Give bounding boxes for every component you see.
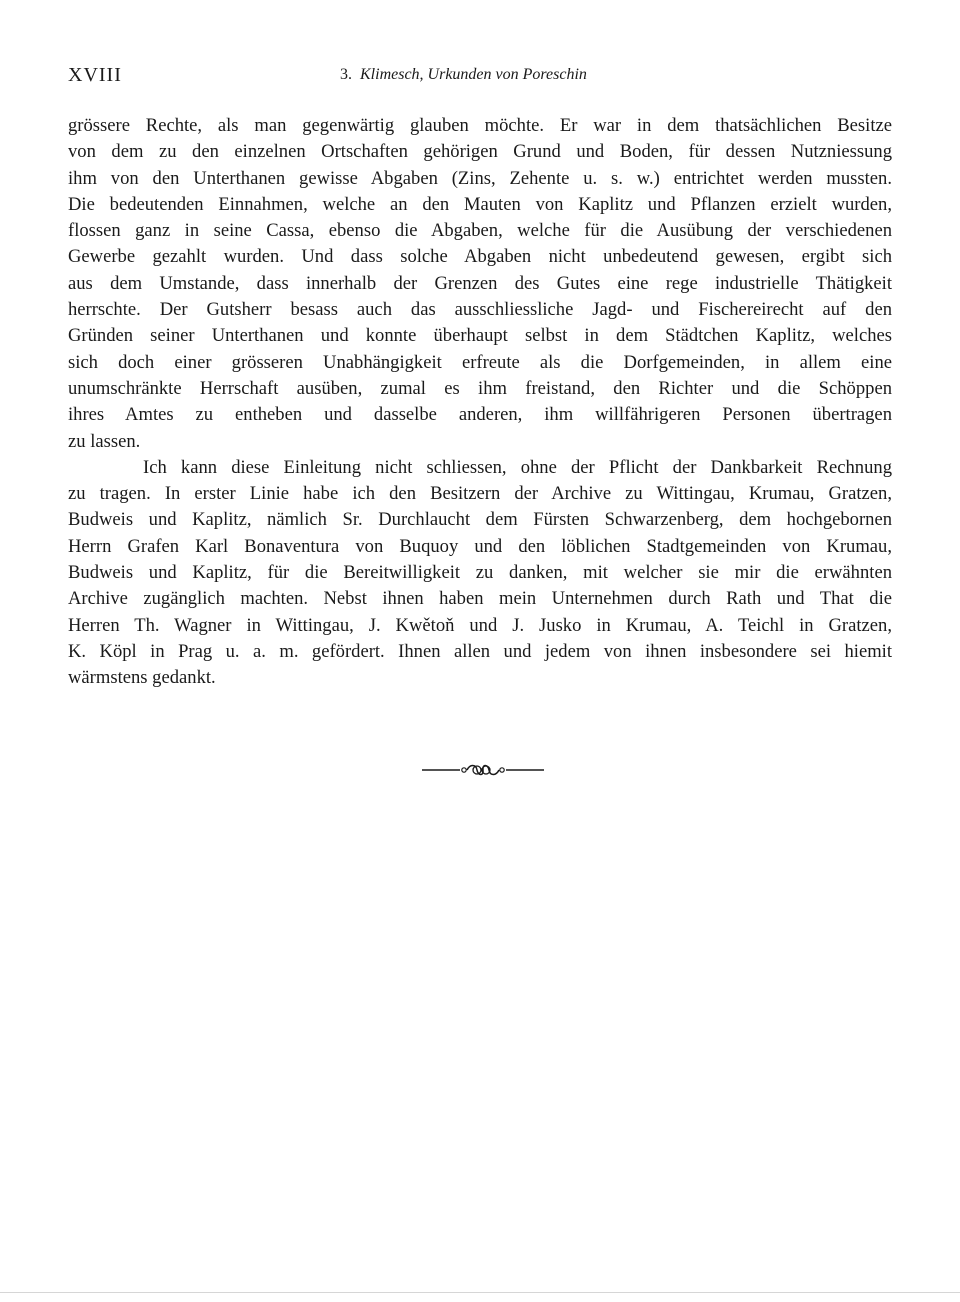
page-header <box>68 64 892 92</box>
running-head-title: Klimesch, Urkunden von Poreschin <box>360 66 587 83</box>
text-line: unumschränkte Herrschaft ausüben, zumal es ihm freistand, den Richter und die Schöppen <box>68 377 892 399</box>
text-line: wärmstens gedankt. <box>68 667 216 689</box>
text-line: herrschte. Der Gutsherr besass auch das ausschliessliche Jagd- und Fischereirecht auf den <box>68 299 892 321</box>
page-edge-divider <box>0 1292 960 1293</box>
fleuron-icon <box>420 760 546 780</box>
text-line: von dem zu den einzelnen Ortschaften gehörigen Grund und Boden, für dessen Nutzniessung <box>68 141 892 163</box>
running-head <box>340 66 587 84</box>
text-line: sich doch einer grösseren Unabhängigkeit erfreute als die Dorfgemeinden, in allem eine <box>68 351 892 373</box>
paragraph-2 <box>68 455 892 692</box>
text-line: grössere Rechte, als man gegenwärtig glauben möchte. Er war in dem thatsächlichen Besitze <box>68 115 892 136</box>
text-line: Herren Th. Wagner in Wittingau, J. Kwětoň und J. Jusko in Krumau, A. Teichl in Gratzen, <box>68 614 892 636</box>
text-line: Ich kann diese Einleitung nicht schliessen, ohne der Pflicht der Dankbarkeit Rechnung <box>143 456 892 478</box>
running-head-number: 3. <box>340 66 352 83</box>
text-line: K. Köpl in Prag u. a. m. gefördert. Ihnen allen und jedem von ihnen insbesondere sei hiemit <box>68 640 892 662</box>
text-line: aus dem Umstande, dass innerhalb der Grenzen des Gutes eine rege industrielle Thätigkeit <box>68 272 892 294</box>
body-text <box>68 113 892 692</box>
text-line: ihm von den Unterthanen gewisse Abgaben (Zins, Zehente u. s. w.) entrichtet werden mussten. <box>68 167 892 189</box>
text-line: Gewerbe gezahlt wurden. Und dass solche Abgaben nicht unbedeutend gewesen, ergibt sich <box>68 246 892 268</box>
paragraph-1 <box>68 113 892 455</box>
text-line: ihres Amtes zu entheben und dasselbe anderen, ihm willfährigeren Personen übertragen <box>68 404 892 426</box>
page-number: XVIII <box>68 64 122 86</box>
text-line: flossen ganz in seine Cassa, ebenso die Abgaben, welche für die Ausübung der verschiedenen <box>68 220 892 242</box>
text-line: Budweis und Kaplitz, für die Bereitwilligkeit zu danken, mit welcher sie mir die erwähnten <box>68 562 892 584</box>
text-line: zu tragen. In erster Linie habe ich den Besitzern der Archive zu Wittingau, Krumau, Gratzen, <box>68 483 892 505</box>
text-line: Die bedeutenden Einnahmen, welche an den Mauten von Kaplitz und Pflanzen erzielt wurden, <box>68 193 892 215</box>
text-line: Budweis und Kaplitz, nämlich Sr. Durchlaucht dem Fürsten Schwarzenberg, dem hochgebornen <box>68 509 892 531</box>
text-line: Archive zugänglich machten. Nebst ihnen haben mein Unternehmen durch Rath und That die <box>68 588 892 610</box>
text-line: Gründen seiner Unterthanen und konnte überhaupt selbst in dem Städtchen Kaplitz, welches <box>68 325 892 347</box>
text-line: Herrn Grafen Karl Bonaventura von Buquoy und den löblichen Stadtgemeinden von Krumau, <box>68 535 892 557</box>
text-line: zu lassen. <box>68 430 141 452</box>
